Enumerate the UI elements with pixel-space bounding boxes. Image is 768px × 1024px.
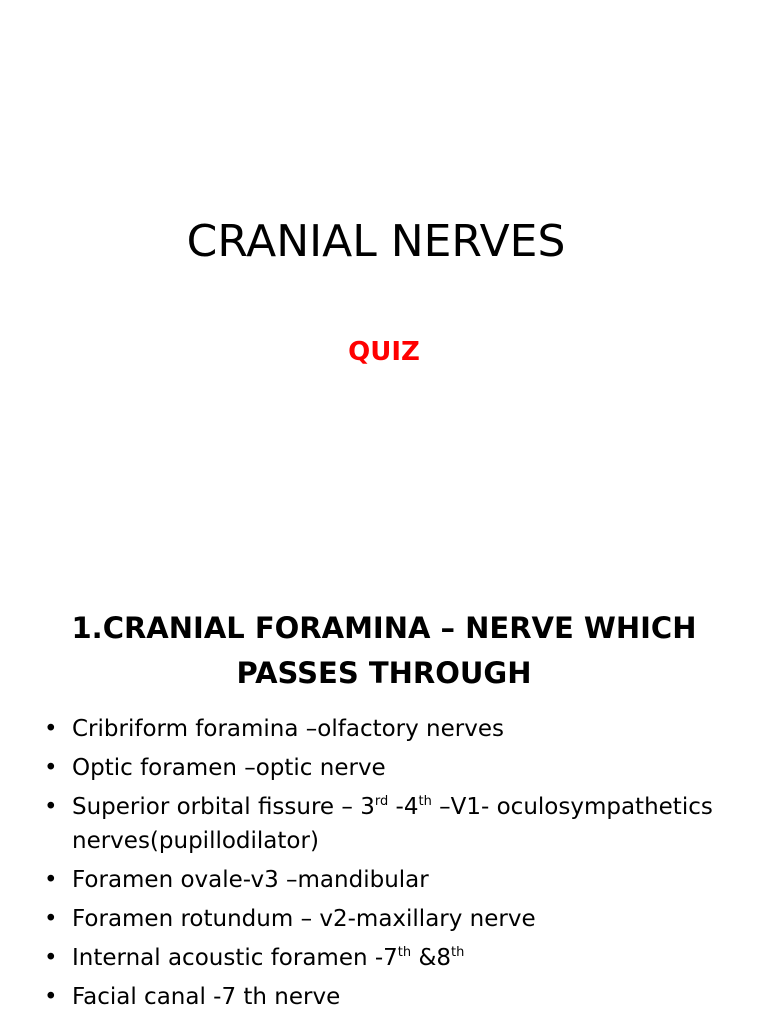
bullet-icon: •: [44, 755, 58, 781]
bullet-icon: •: [44, 984, 58, 1010]
slide-subtitle: QUIZ: [348, 337, 420, 367]
bullet-text: Internal acoustic foramen -7th &8th: [72, 945, 465, 971]
bullet-text: Cribriform foramina –olfactory nerves: [72, 716, 504, 742]
bullet-text: Foramen rotundum – v2-maxillary nerve: [72, 906, 536, 932]
slide-heading: 1.CRANIAL FORAMINA – NERVE WHICH PASSES THROUGH: [71, 611, 697, 690]
bullet-text: Superior orbital fissure – 3rd -4th –V1- oculosympathetics nerves(pupillodilator): [72, 794, 713, 854]
bullet-item: [44, 751, 744, 785]
content-slide: [0, 576, 768, 1024]
bullet-item: [44, 980, 744, 1014]
bullet-list: [44, 712, 744, 1019]
bullet-icon: •: [44, 867, 58, 893]
bullet-icon: •: [44, 945, 58, 971]
bullet-icon: •: [44, 716, 58, 742]
bullet-icon: •: [44, 794, 58, 820]
bullet-item: [44, 712, 744, 746]
bullet-item: [44, 902, 744, 936]
bullet-text: Facial canal -7 th nerve: [72, 984, 341, 1010]
slide-title: CRANIAL NERVES: [186, 216, 566, 267]
bullet-icon: •: [44, 906, 58, 932]
bullet-item: [44, 863, 744, 897]
bullet-item: [44, 790, 744, 858]
bullet-text: Foramen ovale-v3 –mandibular: [72, 867, 429, 893]
bullet-text: Optic foramen –optic nerve: [72, 755, 386, 781]
bullet-item: [44, 941, 744, 975]
